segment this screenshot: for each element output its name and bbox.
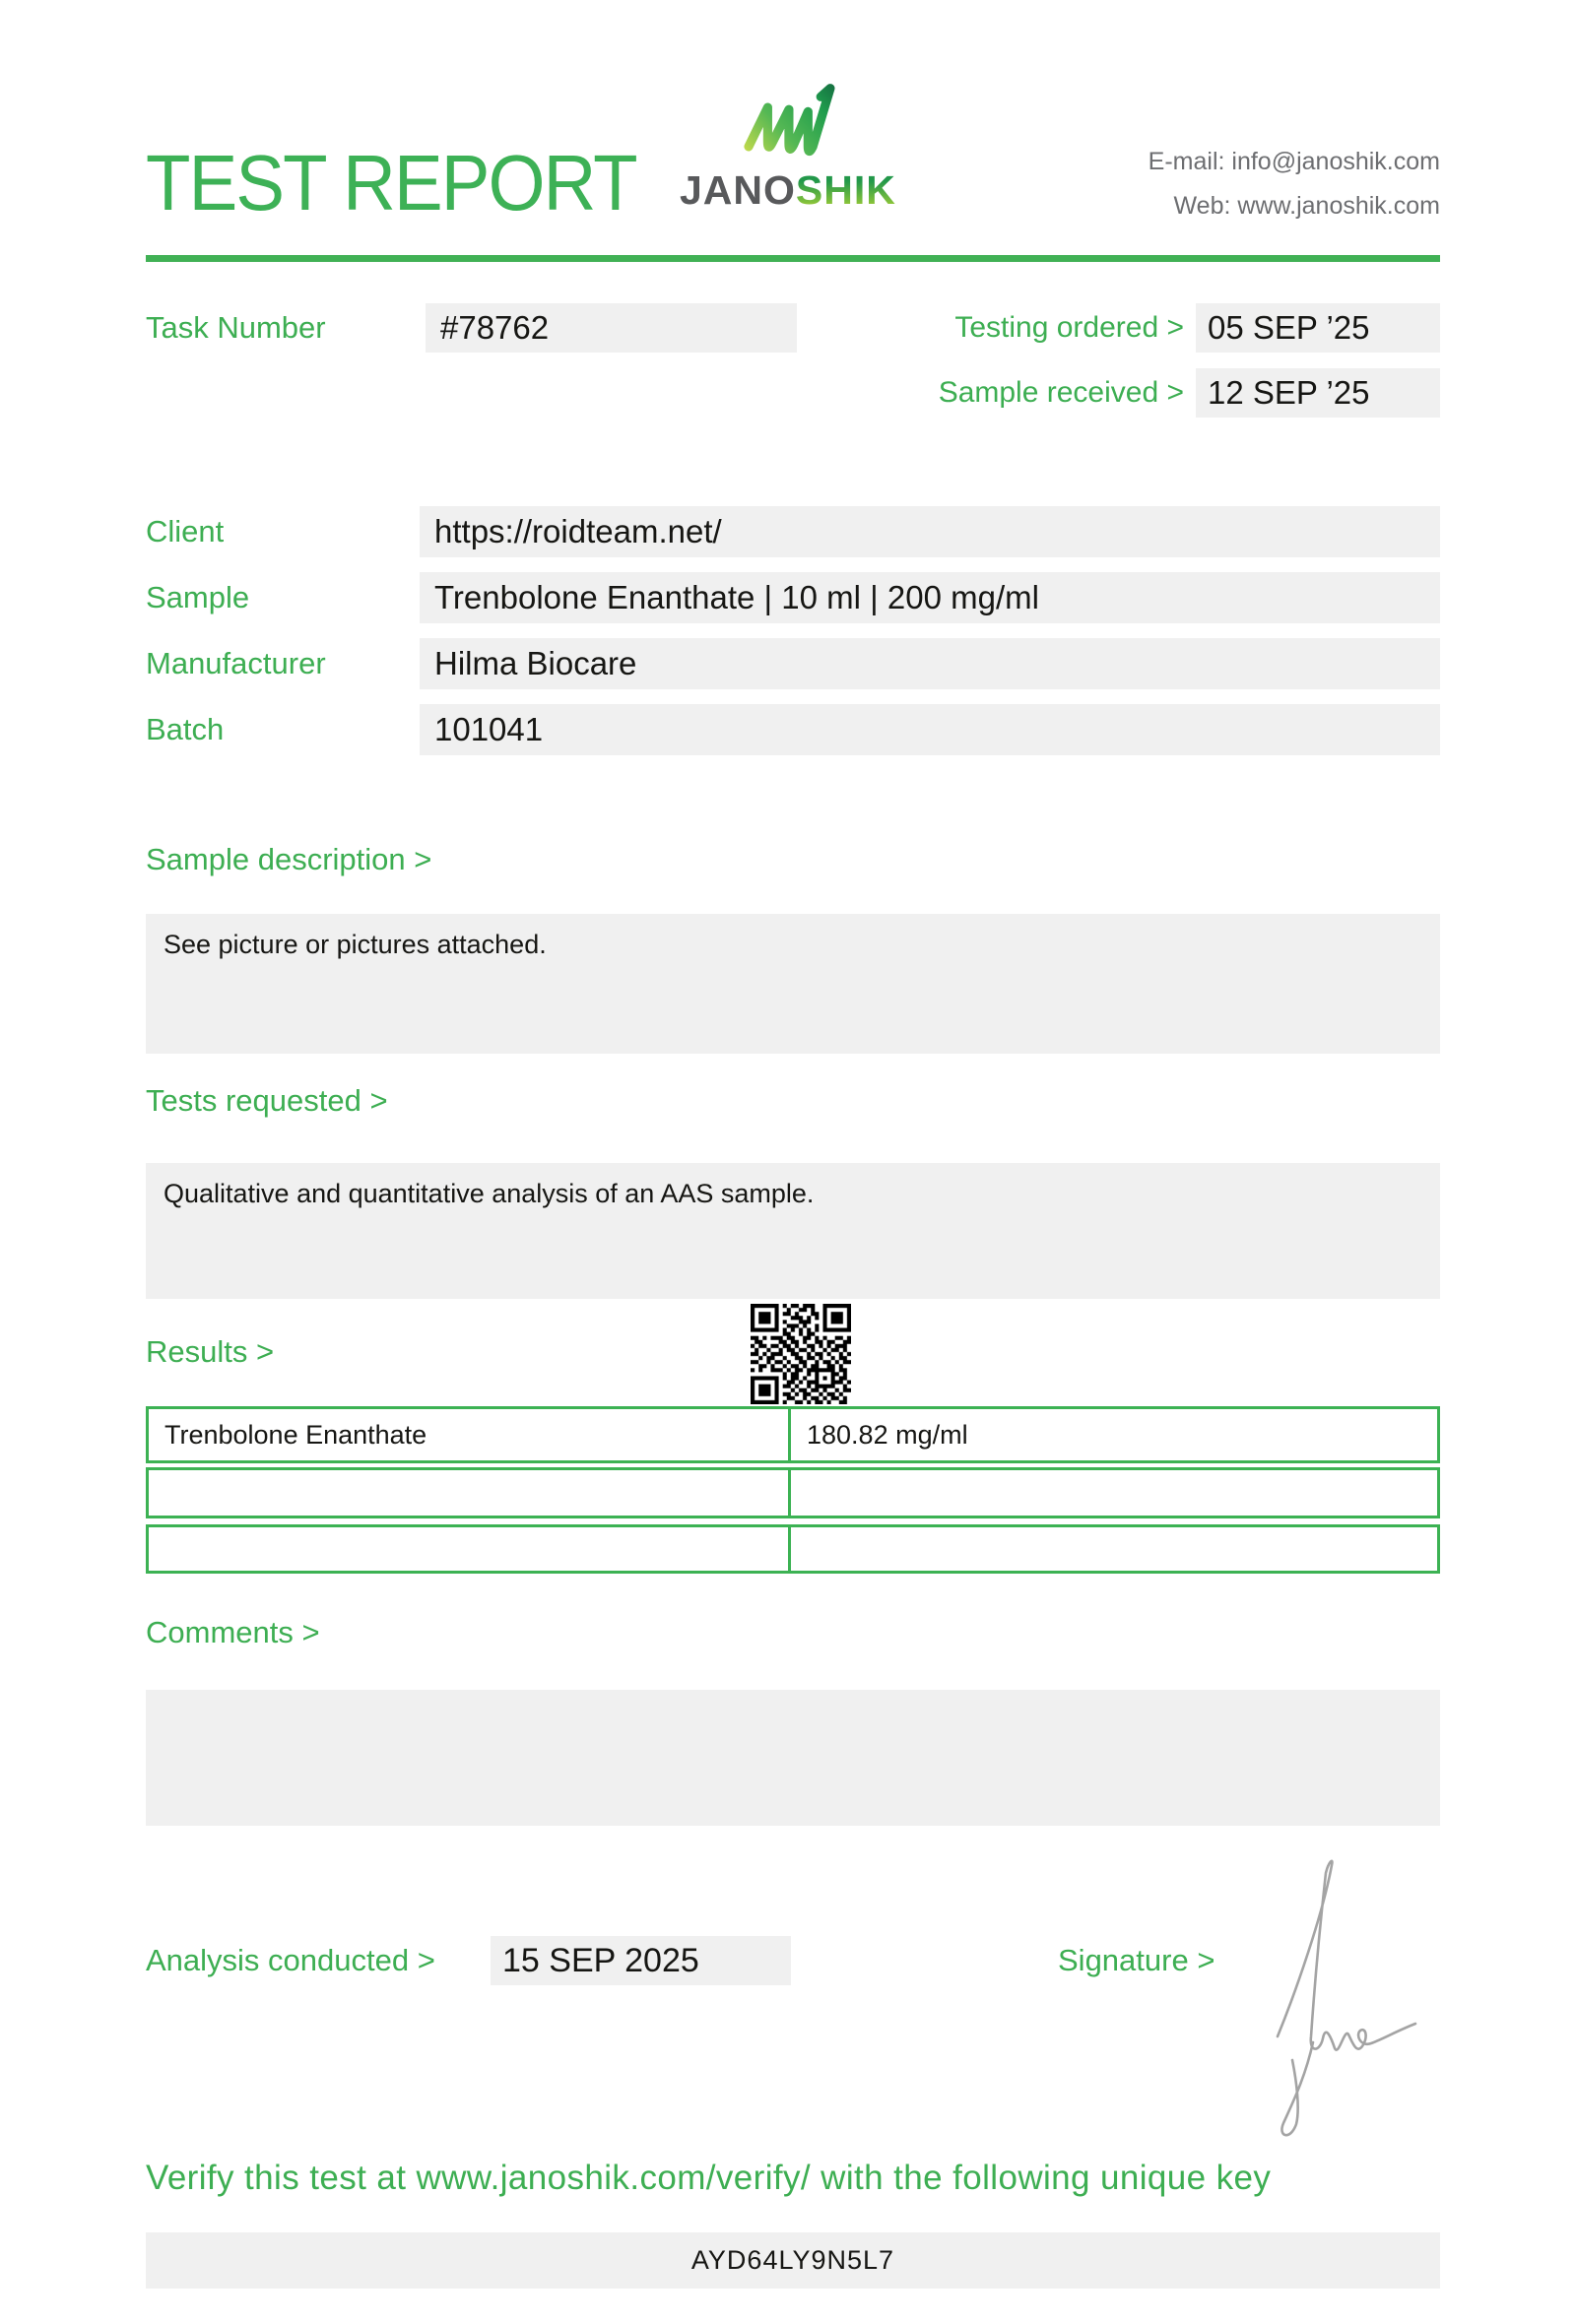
task-number-value: #78762 bbox=[426, 303, 797, 353]
result-substance-cell bbox=[149, 1527, 791, 1571]
testing-ordered-label: Testing ordered > bbox=[954, 311, 1184, 344]
header-divider bbox=[146, 255, 1440, 262]
logo-wordmark bbox=[680, 167, 906, 214]
result-substance-cell: Trenbolone Enanthate bbox=[149, 1409, 791, 1460]
verification-qr-code bbox=[751, 1304, 851, 1404]
manufacturer-label: Manufacturer bbox=[146, 646, 326, 680]
logo-chart-icon bbox=[741, 79, 839, 161]
verify-instruction: Verify this test at www.janoshik.com/verify/ with the following unique key bbox=[146, 2159, 1272, 2197]
result-substance-cell bbox=[149, 1470, 791, 1516]
signature-label: Signature > bbox=[1058, 1943, 1215, 1977]
logo-wordmark-gray: JANO bbox=[680, 167, 796, 213]
result-value-cell: 180.82 mg/ml bbox=[807, 1419, 968, 1450]
comments-heading: Comments > bbox=[146, 1615, 320, 1649]
logo-wordmark-green: SHIK bbox=[795, 167, 896, 213]
comments-box bbox=[146, 1690, 1440, 1826]
task-number-label: Task Number bbox=[146, 310, 326, 345]
client-label: Client bbox=[146, 514, 225, 549]
analysis-conducted-label: Analysis conducted > bbox=[146, 1943, 435, 1977]
signature-image bbox=[1266, 1843, 1433, 2149]
contact-email: E-mail: info@janoshik.com bbox=[1148, 148, 1440, 175]
result-row bbox=[146, 1406, 1440, 1463]
results-heading: Results > bbox=[146, 1334, 275, 1369]
sample-description-box: See picture or pictures attached. bbox=[146, 914, 1440, 1054]
result-row bbox=[146, 1467, 1440, 1518]
result-row bbox=[146, 1524, 1440, 1574]
testing-ordered-date: 05 SEP ’25 bbox=[1196, 303, 1440, 353]
sample-value: Trenbolone Enanthate | 10 ml | 200 mg/ml bbox=[420, 572, 1440, 623]
contact-web: Web: www.janoshik.com bbox=[1173, 192, 1440, 220]
client-value: https://roidteam.net/ bbox=[420, 506, 1440, 557]
result-value-cell bbox=[791, 1470, 1437, 1516]
sample-description-heading: Sample description > bbox=[146, 842, 432, 876]
sample-label: Sample bbox=[146, 580, 250, 614]
contact-block bbox=[1149, 140, 1440, 228]
unique-key: AYD64LY9N5L7 bbox=[146, 2232, 1440, 2289]
analysis-date: 15 SEP 2025 bbox=[491, 1936, 791, 1985]
sample-received-date: 12 SEP ’25 bbox=[1196, 368, 1440, 418]
batch-label: Batch bbox=[146, 712, 225, 746]
tests-requested-heading: Tests requested > bbox=[146, 1083, 388, 1118]
result-value-cell bbox=[791, 1527, 1437, 1571]
batch-value: 101041 bbox=[420, 704, 1440, 755]
page-title: TEST REPORT bbox=[146, 139, 636, 226]
sample-received-label: Sample received > bbox=[938, 376, 1184, 409]
manufacturer-value: Hilma Biocare bbox=[420, 638, 1440, 689]
tests-requested-box: Qualitative and quantitative analysis of an AAS sample. bbox=[146, 1163, 1440, 1299]
